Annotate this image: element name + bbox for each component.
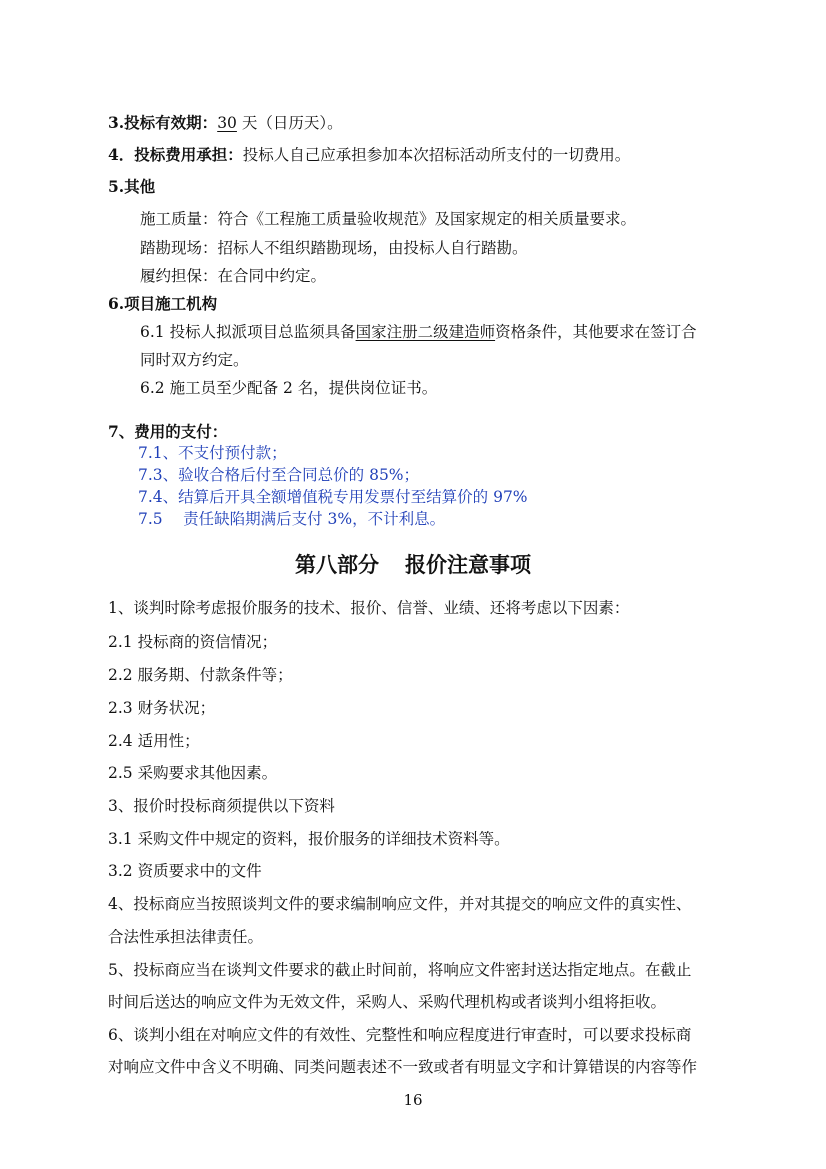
payment-item: 7.5 责任缺陷期满后支付 3%，不计利息。 xyxy=(138,510,446,528)
bid-validity-label: 3.投标有效期： xyxy=(108,113,218,132)
bid-cost-label: 4．投标费用承担： xyxy=(108,145,243,164)
construction-org-qualification: 国家注册二级建造师 xyxy=(355,323,496,341)
construction-org-item-2: 6.2 施工员至少配备 2 名，提供岗位证书。 xyxy=(140,379,438,397)
payment-item: 7.4、结算后开具全额增值税专用发票付至结算价的 97% xyxy=(138,488,528,506)
part8-title xyxy=(0,551,826,579)
part8-line: 2.3 财务状况； xyxy=(108,699,216,717)
bid-cost-text: 投标人自己应承担参加本次招标活动所支付的一切费用。 xyxy=(242,146,631,164)
other-item: 施工质量：符合《工程施工质量验收规范》及国家规定的相关质量要求。 xyxy=(140,210,637,228)
bid-validity-days: 30 xyxy=(217,114,237,132)
payment-item: 7.1、不支付预付款； xyxy=(138,444,287,462)
bid-cost-line xyxy=(0,145,826,165)
part8-line: 3、报价时投标商须提供以下资料 xyxy=(108,797,335,815)
construction-org-item-1-post: 资格条件，其他要求在签订合 xyxy=(495,323,697,341)
part8-line: 3.1 采购文件中规定的资料，报价服务的详细技术资料等。 xyxy=(108,830,510,848)
construction-org-item-1-cont: 同时双方约定。 xyxy=(140,351,249,369)
part8-title-subject: 报价注意事项 xyxy=(405,553,531,577)
part8-line: 4、投标商应当按照谈判文件的要求编制响应文件，并对其提交的响应文件的真实性、 xyxy=(108,895,692,913)
page-number: 16 xyxy=(403,1091,423,1109)
bid-validity-line xyxy=(0,113,826,133)
payment-item: 7.3、验收合格后付至合同总价的 85%； xyxy=(138,466,420,484)
part8-line: 2.4 适用性； xyxy=(108,732,200,750)
part8-line: 6、谈判小组在对响应文件的有效性、完整性和响应程度进行审查时，可以要求投标商 xyxy=(108,1026,692,1044)
part8-line: 2.1 投标商的资信情况； xyxy=(108,633,278,651)
payment-heading: 7、费用的支付： xyxy=(108,422,228,441)
other-item: 踏勘现场：招标人不组织踏勘现场，由投标人自行踏勘。 xyxy=(140,239,528,257)
other-heading: 5.其他 xyxy=(108,177,156,196)
construction-org-item-1 xyxy=(0,322,826,342)
part8-line: 1、谈判时除考虑报价服务的技术、报价、信誉、业绩、还将考虑以下因素： xyxy=(108,599,630,617)
bid-validity-rest: 天（日历天）。 xyxy=(236,114,343,132)
part8-line: 3.2 资质要求中的文件 xyxy=(108,862,262,880)
construction-org-heading: 6.项目施工机构 xyxy=(108,294,218,313)
part8-line: 5、投标商应当在谈判文件要求的截止时间前，将响应文件密封送达指定地点。在截止 xyxy=(108,961,692,979)
part8-title-part: 第八部分 xyxy=(295,553,379,577)
part8-line: 时间后送达的响应文件为无效文件，采购人、采购代理机构或者谈判小组将拒收。 xyxy=(108,993,667,1011)
other-item: 履约担保：在合同中约定。 xyxy=(140,267,327,285)
part8-line: 2.5 采购要求其他因素。 xyxy=(108,764,278,782)
part8-line: 合法性承担法律责任。 xyxy=(108,928,264,946)
part8-line: 对响应文件中含义不明确、同类问题表述不一致或者有明显文字和计算错误的内容等作 xyxy=(108,1058,698,1076)
construction-org-item-1-pre: 6.1 投标人拟派项目总监须具备 xyxy=(140,323,356,341)
part8-line: 2.2 服务期、付款条件等； xyxy=(108,666,293,684)
